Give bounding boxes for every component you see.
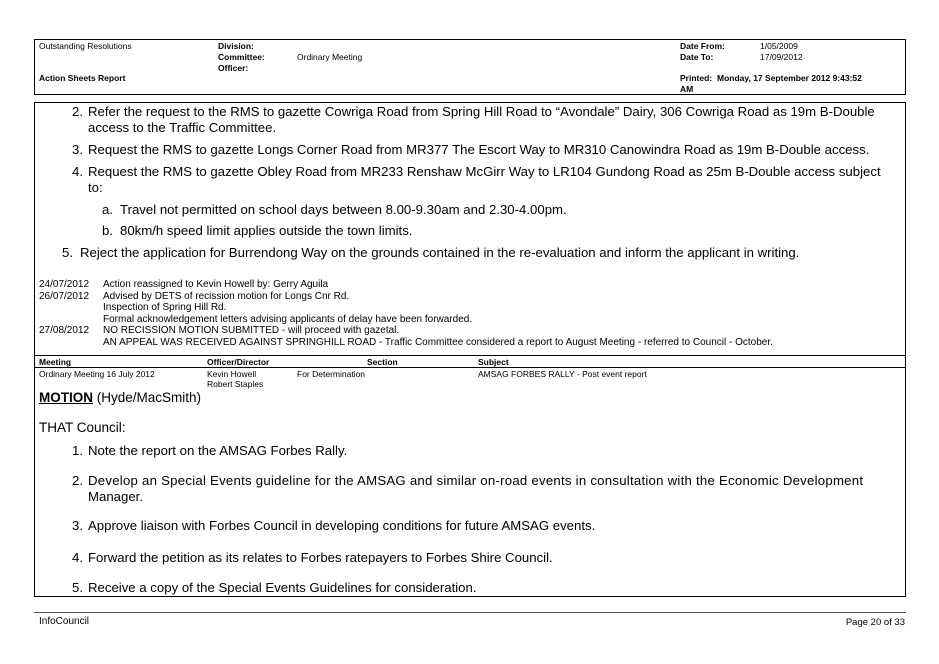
table-top-rule	[34, 355, 906, 356]
item-number: 1.	[72, 443, 83, 458]
sub-item-letter: a.	[102, 202, 113, 217]
officer-label: Officer:	[218, 63, 249, 73]
item-number: 5.	[72, 580, 83, 595]
sub-item-text: Travel not permitted on school days between 8.00-9.30am and 2.30-4.00pm.	[120, 202, 567, 217]
list-item-text: Forward the petition as its relates to Forbes ratepayers to Forbes Shire Council.	[88, 550, 553, 565]
division-label: Division:	[218, 41, 254, 51]
log-text: NO RECISSION MOTION SUBMITTED - will proceed with gazetal.	[103, 325, 400, 336]
col-header-officer: Officer/Director	[207, 357, 270, 367]
sub-item-letter: b.	[102, 223, 113, 238]
motion-heading	[39, 390, 201, 405]
item-number: 2.	[72, 104, 83, 119]
printed-value: Monday, 17 September 2012 9:43:52	[717, 73, 862, 83]
list-item-text: Reject the application for Burrendong Way on the grounds contained in the re-evaluation and inform the applicant in writing.	[80, 245, 800, 260]
item-number: 4.	[72, 164, 83, 179]
list-item-text: access to the Traffic Committee.	[88, 120, 277, 135]
date-to-value: 17/09/2012	[760, 52, 803, 62]
log-text: Formal acknowledgement letters advising applicants of delay have been forwarded.	[103, 313, 473, 325]
log-text: Inspection of Spring Hill Rd.	[103, 302, 227, 313]
log-text: Advised by DETS of recission motion for Longs Cnr Rd.	[103, 290, 350, 302]
log-text: Action reassigned to Kevin Howell by: Gerry Aguila	[103, 279, 329, 290]
page-number: Page 20 of 33	[845, 617, 905, 628]
date-to-label: Date To:	[680, 52, 714, 62]
list-item-text: Approve liaison with Forbes Council in developing conditions for future AMSAG events.	[88, 518, 596, 533]
log-entry	[39, 279, 773, 291]
item-number: 3.	[72, 142, 83, 157]
col-header-section: Section	[367, 357, 398, 367]
log-entry	[39, 337, 773, 349]
log-date: 26/07/2012	[39, 290, 90, 302]
cell-officer: Robert Staples	[207, 379, 264, 389]
date-from-label: Date From:	[680, 41, 725, 51]
list-item-text: Develop an Special Events guideline for the AMSAG and similar on-road events in consultation with the Economic Development	[88, 473, 864, 488]
list-item-text: Receive a copy of the Special Events Guidelines for consideration.	[88, 580, 477, 595]
printed-label: Printed:	[680, 73, 713, 83]
log-entry	[39, 302, 773, 314]
list-item-text: Request the RMS to gazette Obley Road from MR233 Renshaw McGirr Way to LR104 Gundong Road as 25m B-Double access subject	[88, 164, 881, 179]
cell-officer: Kevin Howell	[207, 369, 257, 379]
item-number: 5.	[62, 245, 73, 260]
log-entry	[39, 314, 773, 326]
cell-meeting: Ordinary Meeting 16 July 2012	[39, 369, 155, 379]
sub-item-text: 80km/h speed limit applies outside the town limits.	[120, 223, 413, 238]
action-log	[39, 279, 773, 348]
footer-left: InfoCouncil	[39, 616, 90, 627]
list-item-text: Manager.	[88, 489, 143, 504]
log-entry	[39, 325, 773, 337]
motion-that: THAT Council:	[39, 420, 126, 435]
col-header-subject: Subject	[478, 357, 509, 367]
list-item-text: Request the RMS to gazette Longs Corner Road from MR377 The Escort Way to MR310 Canowindra Road as 19m B-Double access.	[88, 142, 870, 157]
log-text: AN APPEAL WAS RECEIVED AGAINST SPRINGHILL ROAD - Traffic Committee considered a report to August Meeting - referred to Council - October.	[103, 336, 773, 348]
item-number: 4.	[72, 550, 83, 565]
cell-section: For Determination	[297, 369, 366, 379]
table-header-rule	[34, 367, 906, 368]
footer-rule	[34, 612, 906, 613]
report-title: Outstanding Resolutions	[39, 41, 132, 51]
list-item-text: Refer the request to the RMS to gazette Cowriga Road from Spring Hill Road to “Avondale” Dairy, 306 Cowriga Road as 19m B-Double	[88, 104, 875, 119]
committee-label: Committee:	[218, 52, 265, 62]
log-date: 27/08/2012	[39, 325, 90, 336]
printed-suffix: AM	[680, 84, 694, 94]
date-from-value: 1/05/2009	[760, 41, 798, 51]
log-date: 24/07/2012	[39, 279, 90, 290]
motion-label: MOTION	[39, 390, 93, 405]
committee-value: Ordinary Meeting	[297, 52, 363, 62]
col-header-meeting: Meeting	[39, 357, 72, 367]
report-subtitle: Action Sheets Report	[39, 73, 126, 83]
list-item-text: to:	[88, 180, 103, 195]
log-entry	[39, 291, 773, 303]
item-number: 3.	[72, 518, 83, 533]
cell-subject: AMSAG FORBES RALLY - Post event report	[478, 369, 647, 379]
item-number: 2.	[72, 473, 83, 488]
list-item-text: Note the report on the AMSAG Forbes Rally.	[88, 443, 348, 458]
motion-movers: (Hyde/MacSmith)	[93, 390, 202, 405]
